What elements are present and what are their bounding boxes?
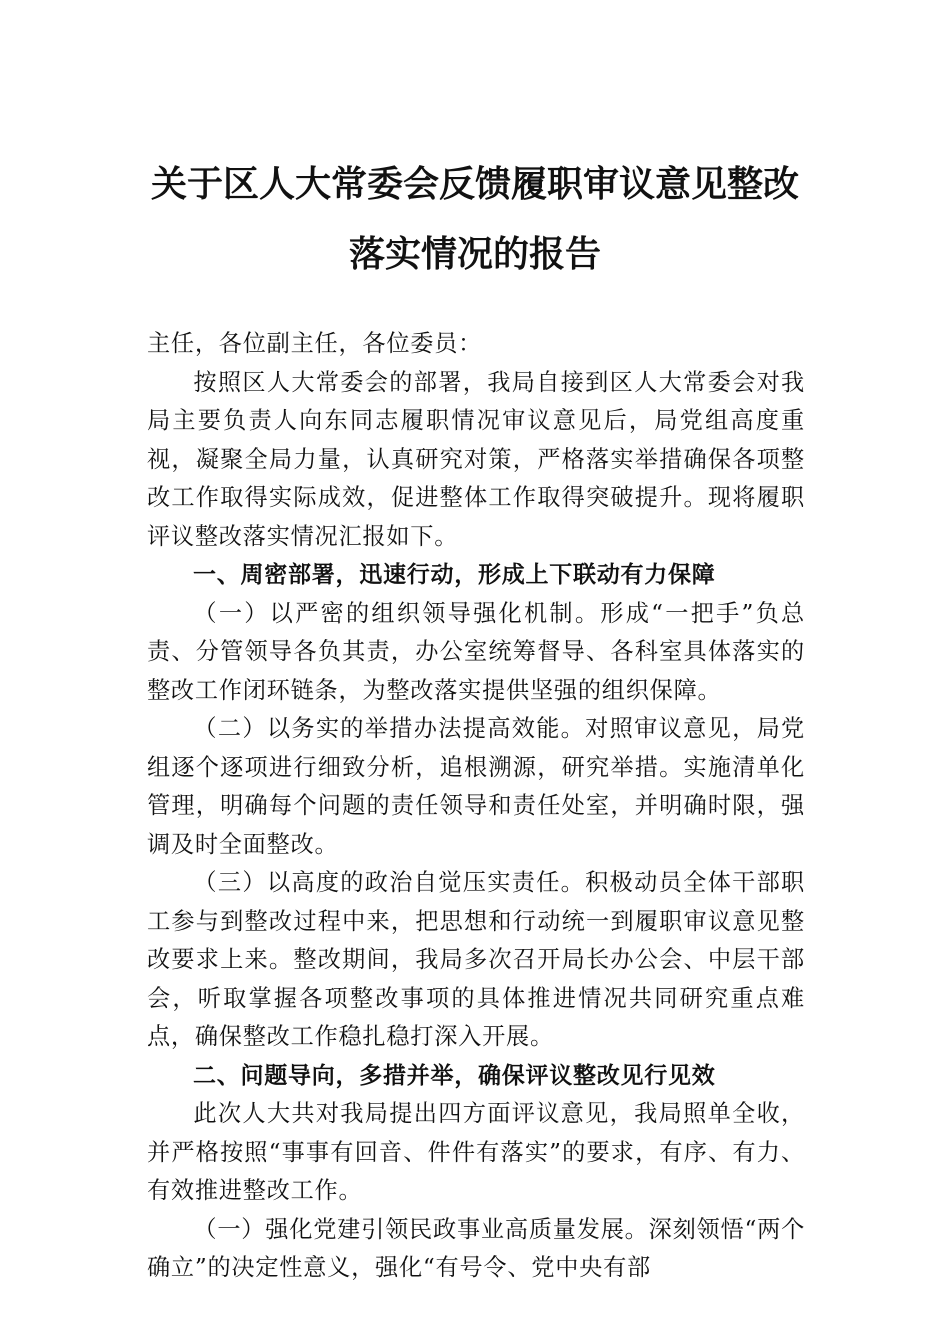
- document-body: [147, 325, 805, 1288]
- section-1-heading: 一、周密部署，迅速行动，形成上下联动有力保障: [193, 562, 716, 588]
- section-2-item-1-lead: （一）强化党建引领民政事业高质量发展。: [193, 1215, 649, 1243]
- salutation: 主任，各位副主任，各位委员：: [147, 330, 483, 357]
- section-2-intro: 此次人大共对我局提出四方面评议意见，我局照单全收，并严格按照“事事有回音、件件有落实”的要求，有序、有力、有效推进整改工作。: [147, 1100, 805, 1204]
- section-1-item-1: [147, 595, 805, 711]
- section-1-item-2: [147, 710, 805, 864]
- section-1-item-1-lead: （一）以严密的组织领导强化机制。: [193, 599, 601, 627]
- section-1-item-2-text: 对照审议意见，局党组逐个逐项进行细致分析，追根溯源，研究举措。实施清单化管理，明确每个问题的责任领导和责任处室，并明确时限，强调及时全面整改。: [147, 715, 805, 858]
- intro-paragraph: 按照区人大常委会的部署，我局自接到区人大常委会对我局主要负责人向东同志履职情况审议意见后，局党组高度重视，凝聚全局力量，认真研究对策，严格落实举措确保各项整改工作取得实际成效，促进整体工作取得突破提升。现将履职评议整改落实情况汇报如下。: [147, 368, 805, 550]
- section-2-item-1: [147, 1211, 805, 1288]
- document-title-line-2: 落实情况的报告: [348, 234, 601, 275]
- section-1-item-3-text: 积极动员全体干部职工参与到整改过程中来，把思想和行动统一到履职审议意见整改要求上来。整改期间，我局多次召开局长办公会、中层干部会，听取掌握各项整改事项的具体推进情况共同研究重点难点，确保整改工作稳扎稳打深入开展。: [147, 869, 805, 1050]
- section-1-item-1-text: 形成“一把手”负总责、分管领导各负其责，办公室统筹督导、各科室具体落实的整改工作闭环链条，为整改落实提供坚强的组织保障。: [147, 599, 805, 704]
- section-1-item-3: [147, 864, 805, 1057]
- document-title-line-1: 关于区人大常委会反馈履职审议意见整改: [150, 164, 799, 205]
- section-1-item-3-lead: （三）以高度的政治自觉压实责任。: [193, 869, 586, 896]
- section-1-item-2-lead: （二）以务实的举措办法提高效能。: [193, 715, 586, 742]
- section-2-heading: 二、问题导向，多措并举，确保评议整改见行见效: [193, 1062, 716, 1089]
- section-2-item-1-text: 深刻领悟“两个确立”的决定性意义，强化“有号令、党中央有部: [147, 1215, 806, 1281]
